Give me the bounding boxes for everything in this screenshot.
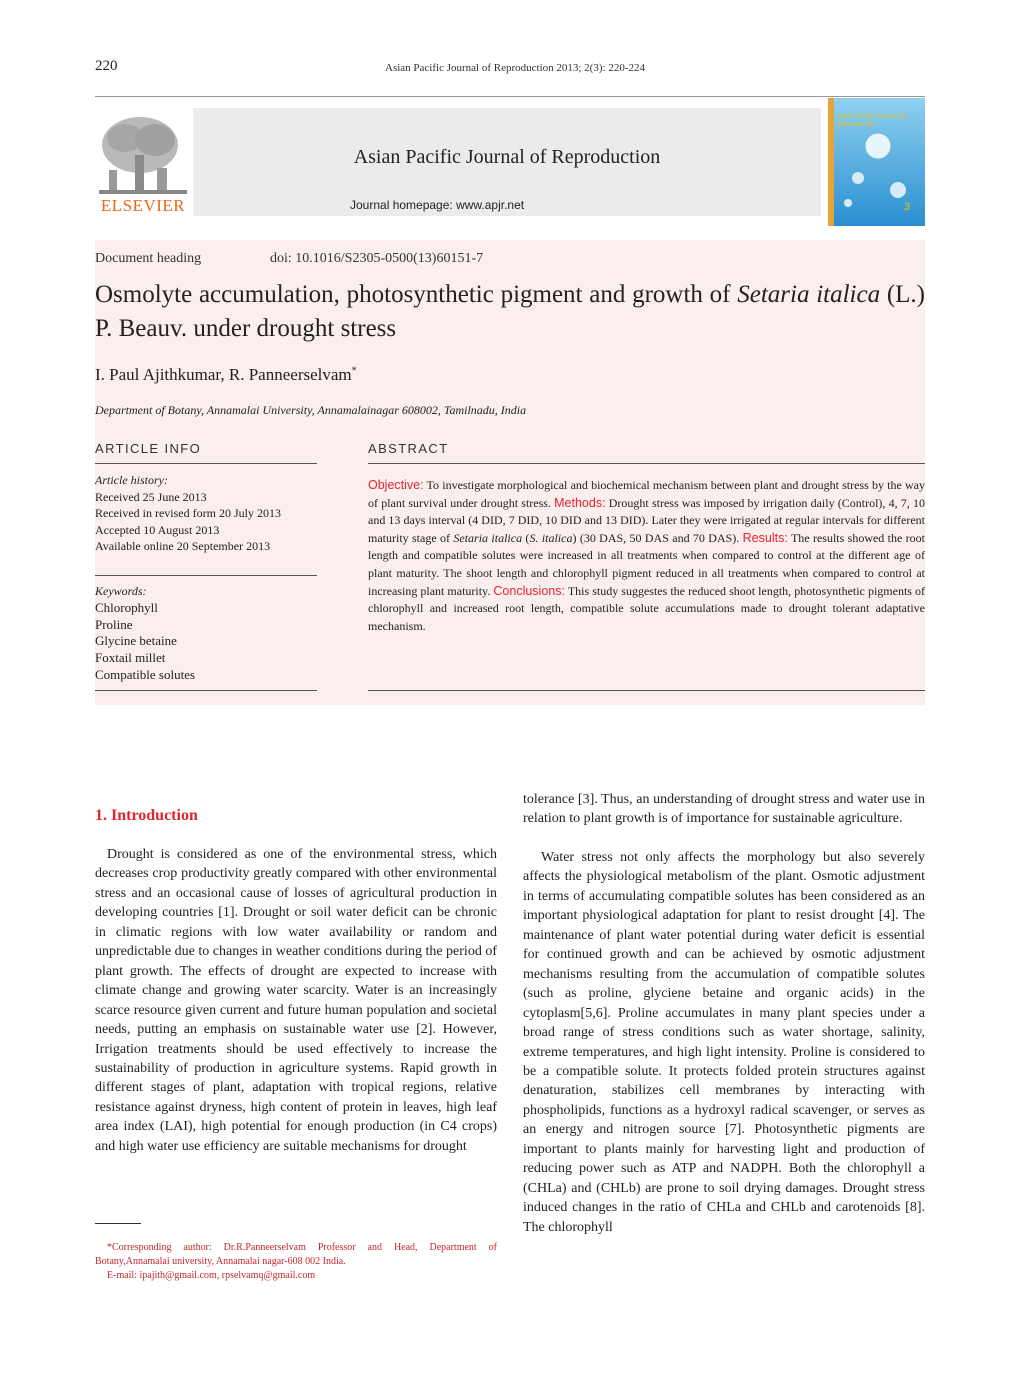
doi[interactable]: doi: 10.1016/S2305-0500(13)60151-7 (270, 251, 484, 266)
abstract-text: Objective: To investigate morphological and biochemical mechanism between plant and drought stress by the way of plant survival under drought stress. Methods: Drought stress was imposed by irrigation daily (Control), 4, 7, 10 and 13 days interval (4 DID, 7 DID, 10 DID and 13 DID). Later they were irrigated at regular intervals for different maturity stage of Setaria italica (S. italica) (30 DAS, 50 DAS and 70 DAS). Results: The results showed the root length and compatible solutes were increased in all treatments when compared to control at the different age of plant maturity. The shoot length and chlorophyll pigment reduced in all treatments when compared to control at increasing plant maturity. Conclusions: This study suggestes the reduced shoot length, photosynthetic pigments of chlorophyll and increased root length, compatible solute accumulations made to drought tolerant adaptative mechanism. (368, 478, 926, 633)
article-info-heading: ARTICLE INFO (95, 441, 202, 456)
divider (95, 690, 317, 691)
conclusions-label: Conclusions: (493, 583, 565, 598)
history-revised: Received in revised form 20 July 2013 (95, 506, 281, 521)
article-title: Osmolyte accumulation, photosynthetic pigment and growth of Setaria italica (L.) P. Beauv. under drought stress (95, 281, 925, 342)
keywords (95, 583, 317, 684)
keyword: Glycine betaine (95, 633, 177, 649)
divider (368, 463, 925, 464)
article-history (95, 472, 317, 555)
intro-paragraph-right-1: tolerance [3]. Thus, an understanding of drought stress and water use in relation to plant growth is of importance for sustainable agriculture. (523, 792, 925, 827)
footnote-rule (95, 1223, 141, 1224)
intro-paragraph-left: Drought is considered as one of the environmental stress, which decreases crop productivity greatly compared with other environmental stress and an occasional cause of losses of agricultural production in developing countries [1]. Drought or soil water deficit can be chronic in climatic regions with low water availability or random and unpredictable due to changes in weather conditions during the period of plant growth. The effects of drought are expected to increase with climate change and growing water scarcity. Water is an increasingly scarce resource given current and future human population and societal needs, putting an emphasis on sustainable water use [2]. However, Irrigation treatments should be used effectively to increase the sustainability of production in agriculture systems. Rapid growth in different stages of plant, adaptation with tropical regions, relative resistance against dryness, high content of protein in leaves, high leaf area index (LAI), high potential for enough production (in C4 crops) and high water use efficiency are suitable mechanisms for drought (95, 847, 497, 1154)
publisher-name: ELSEVIER (100, 196, 186, 215)
footnote (95, 1241, 497, 1283)
authors: I. Paul Ajithkumar, R. Panneerselvam* (95, 365, 357, 384)
history-accepted: Accepted 10 August 2013 (95, 522, 220, 537)
cover-title: Asian Pacific Journal of Reproduction (838, 112, 907, 128)
divider (95, 463, 317, 464)
divider (368, 690, 925, 691)
corresponding-author: *Corresponding author: Dr.R.Panneerselvam Professor and Head, Department of Botany,Annamalai university, Annamalai nagar-608 002 India. (95, 1242, 497, 1267)
species-name: Setaria italica (737, 281, 881, 308)
keywords-label: Keywords: (95, 584, 147, 598)
keyword: Foxtail millet (95, 650, 166, 666)
abstract-heading: ABSTRACT (368, 441, 449, 456)
page-number: 220 (95, 58, 118, 74)
methods-label: Methods: (554, 495, 606, 510)
section-heading-introduction: 1. Introduction (95, 807, 198, 824)
divider (95, 575, 317, 576)
affiliation: Department of Botany, Annamalai University, Annamalainagar 608002, Tamilnadu, India (95, 403, 527, 417)
top-rule (95, 96, 925, 97)
keyword: Proline (95, 616, 133, 632)
running-head: Asian Pacific Journal of Reproduction 2013; 2(3): 220-224 (385, 62, 645, 74)
history-received: Received 25 June 2013 (95, 489, 207, 504)
journal-homepage[interactable]: Journal homepage: www.apjr.net (350, 198, 525, 212)
intro-paragraph-right-2: Water stress not only affects the morphology but also severely affects the physiological metabolism of the plant. Osmotic adjustment in terms of accumulating compatible solutes has been considered as an important physiological adaptation for plant to resist drought [4]. The maintenance of plant water potential during water deficit is essential for continued growth and can be achieved by osmotic adjustment mechanisms resulting from the accumulation of compatible solutes (such as proline, glyciene betaine and organic acids) in the cytoplasm[5,6]. Proline accumulates in many plant species under a broad range of stress conditions such as water shortage, salinity, extreme temperatures, and high light intensity. Proline is considered to be a compatible solute. It protects folded protein structures against denaturation, stabilizes cell membranes by interacting with phospholipids, functions as a hydroxyl radical scavenger, or serves as an energy and nitrogen source [7]. Photosynthetic pigments are important to plants mainly for harvesting light and production of reducing power such as ATP and NADPH. Both the chlorophyll a (CHLa) and (CHLb) are prone to soil drying damages. Drought stress induced changes in the ratio of CHLa and CHLb and carotenoids [8]. The chlorophyll (523, 850, 925, 1235)
history-online: Available online 20 September 2013 (95, 539, 271, 554)
keyword: Chlorophyll (95, 599, 158, 615)
svg-text:3: 3 (904, 201, 911, 213)
history-label: Article history: (95, 473, 168, 487)
objective-label: Objective: (368, 478, 424, 492)
journal-title: Asian Pacific Journal of Reproduction (353, 146, 661, 168)
results-label: Results: (742, 530, 788, 545)
keyword: Compatible solutes (95, 666, 196, 682)
author-email: E-mail: ipajith@gmail.com, rpselvamq@gmail.com (107, 1270, 316, 1281)
document-heading: Document heading (95, 251, 202, 266)
